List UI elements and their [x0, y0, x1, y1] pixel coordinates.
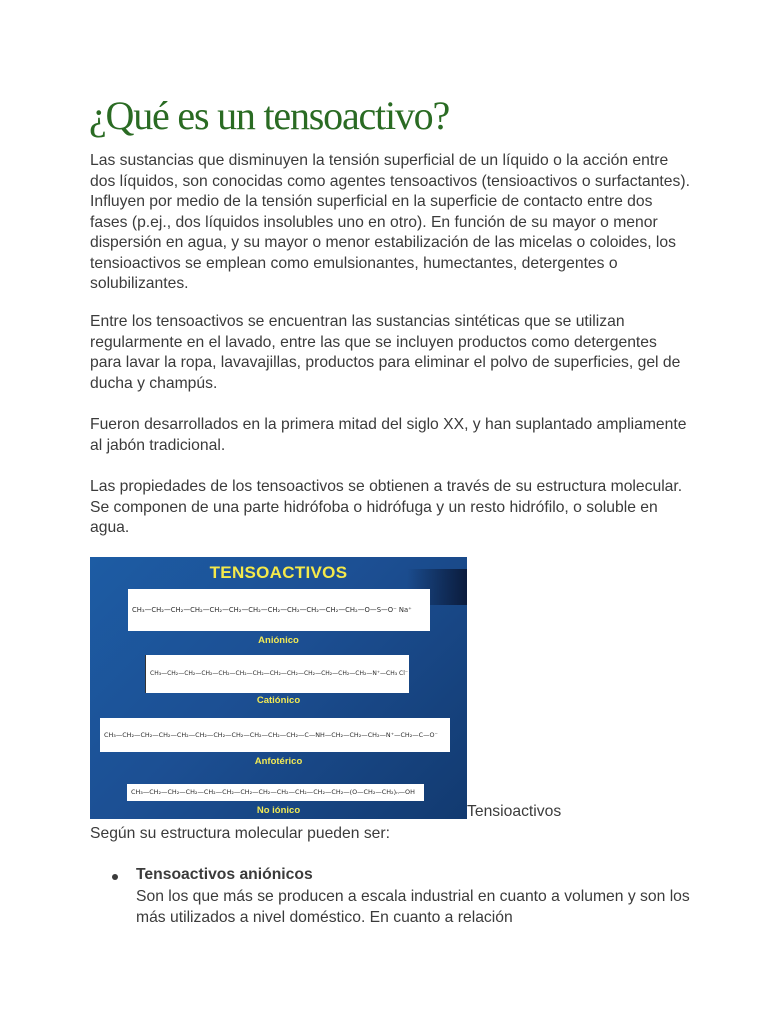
formula-cationic — [145, 655, 409, 693]
label-cationic: Catiónico — [256, 695, 301, 706]
label-anionic: Aniónico — [258, 635, 299, 646]
paragraph-structure: Las propiedades de los tensoactivos se obtienen a través de su estructura molecular. Se componen de una parte hidrófoba o hidrófuga y un resto hidrófilo, o soluble en agua. — [90, 478, 683, 536]
list-item-text: Son los que más se producen a escala industrial en cuanto a volumen y son los más utilizados a nivel doméstico. En cuanto a relación — [136, 888, 690, 926]
list-item-title: Tensoactivos aniónicos — [136, 866, 313, 883]
paragraph-synthetic: Entre los tensoactivos se encuentran las sustancias sintéticas que se utilizan regularmente en el lavado, entre las que se incluyen productos como detergentes para lavar la ropa, lavavajillas, productos para eliminar el polvo de superficies, gel de ducha y champús. — [90, 313, 681, 392]
formula-nonionic-chain: CH₃—CH₂—CH₂—CH₂—CH₂—CH₂—CH₂—CH₂—CH₂—CH₂—CH₂—CH₂—(O—CH₂—CH₂)ₙ—OH — [131, 788, 415, 796]
figure-title: TENSOACTIVOS — [209, 563, 348, 582]
bullet-icon — [112, 874, 118, 880]
label-amphoteric: Anfotérico — [254, 756, 303, 767]
formula-amphoteric-chain: CH₃—CH₂—CH₂—CH₂—CH₂—CH₂—CH₂—CH₂—CH₂—CH₂—CH₂—C—NH—CH₂—CH₂—CH₂—N⁺—CH₂—C—O⁻ — [104, 731, 438, 739]
formula-cationic-chain: CH₃—CH₂—CH₂—CH₂—CH₂—CH₂—CH₂—CH₂—CH₂—CH₂—CH₂—CH₂—CH₂—N⁺—CH₃ Cl⁻ — [150, 670, 409, 677]
formula-anionic — [128, 589, 430, 631]
paragraph-types-intro: Según su estructura molecular pueden ser: — [90, 825, 390, 842]
tensoactivos-figure — [90, 557, 467, 819]
page-title: ¿Qué es un tensoactivo? — [89, 93, 450, 138]
formula-nonionic — [127, 784, 424, 801]
formula-anionic-chain: CH₃—CH₂—CH₂—CH₂—CH₂—CH₂—CH₂—CH₂—CH₂—CH₂—CH₂—CH₂—O—S—O⁻ Na⁺ — [132, 606, 412, 614]
formula-amphoteric — [100, 718, 450, 752]
paragraph-history: Fueron desarrollados en la primera mitad del siglo XX, y han suplantado ampliamente al jabón tradicional. — [90, 416, 687, 454]
paragraph-definition: Las sustancias que disminuyen la tensión superficial de un líquido o la acción entre dos líquidos, son conocidas como agentes tensoactivos (tensioactivos o surfactantes). Influyen por medio de la tensión superficial en la superficie de contacto entre dos fases (p.ej., dos líquidos insolubles uno en otro). En función de su mayor o menor dispersión en agua, y su mayor o menor estabilización de las micelas o coloides, los tensioactivos se emplean como emulsionantes, humectantes, detergentes o solubilizantes. — [90, 152, 690, 292]
label-nonionic: No iónico — [256, 805, 301, 816]
figure-caption: Tensioactivos — [467, 803, 562, 820]
